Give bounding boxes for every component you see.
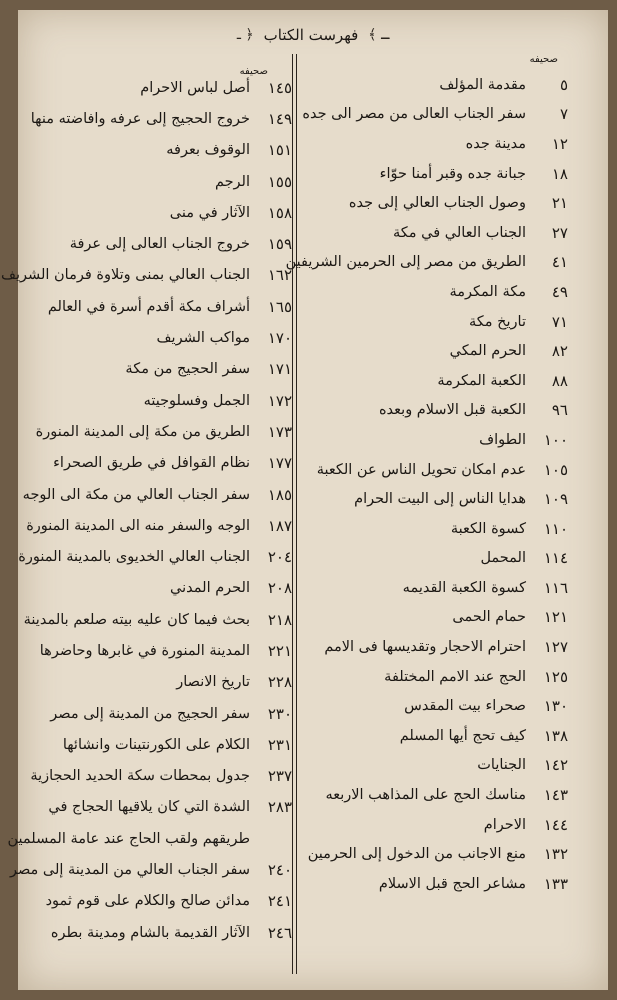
entry-title: صحراء بيت المقدس [404,698,526,715]
page-number: ١٧١ [267,360,292,379]
entry-title: سفر الجناب العالي من المدينة إلى مصر [9,862,250,879]
entry-title: تاريخ الانصار [176,674,250,691]
toc-entry [310,218,568,248]
page-number: ١٣٠ [543,697,568,716]
toc-entry [310,632,568,662]
toc-entry [47,291,292,322]
page-number: ١١٠ [543,519,568,538]
toc-entry [310,662,568,692]
toc-entry [310,514,568,544]
entry-title: مقدمة المؤلف [439,76,526,93]
page-number: ١٢٥ [543,667,568,686]
toc-entry [0,260,292,291]
toc-entry [310,188,568,218]
entry-title: طريقهم ولقب الحاج عند عامة المسلمين [7,830,250,847]
entry-title: كيف تحج أيها المسلم [399,727,526,744]
toc-entry [62,135,292,166]
page-number: ٢٣١ [267,735,292,754]
toc-entry [310,307,568,337]
toc-entry [30,103,292,134]
page-number: ١١٤ [543,549,568,568]
page-number: ١٨٧ [267,516,292,535]
entry-title: مدينة جده [465,135,526,152]
page-number: ١٠٠ [543,430,568,449]
page-number: ٢٢١ [267,641,292,660]
toc-entry [35,416,292,447]
entry-title: الآثار القديمة بالشام ومدينة بطره [50,924,250,941]
entry-title: كسوة الكعبة [450,520,526,537]
toc-entry [310,691,568,721]
toc-entry [62,385,292,416]
entry-title: الطريق من مكة إلى المدينة المنورة [35,423,250,440]
column-divider-line [292,54,293,974]
toc-entry [310,277,568,307]
entry-title: الاحرام [483,816,526,833]
page-number: ٢٨٣ [267,798,292,817]
page-number: ١٨ [551,164,568,183]
page-number: ٢٤٠ [267,861,292,880]
book-page [0,10,608,990]
entry-title: الحج عند الامم المختلفة [384,668,526,685]
toc-entry [310,573,568,603]
entry-title: تاريخ مكة [468,313,526,330]
toc-entry [310,721,568,751]
page-number: ١٤٥ [267,78,292,97]
left-ornament: ـ ﴾ [368,27,390,43]
toc-entry [310,455,568,485]
page-number: ٢١٨ [267,610,292,629]
page-number: ٨٢ [551,342,568,361]
page-title: فهرست الكتاب [263,26,359,44]
entry-title: وصول الجناب العالي إلى جده [348,195,526,212]
page-number: ١١٦ [543,578,568,597]
entry-title: الكعبة المكرمة [437,372,526,389]
page-number: ٢٤١ [267,892,292,911]
page-number: ٢٠٤ [267,548,292,567]
toc-entry [310,159,568,189]
toc-entry [62,72,292,103]
toc-entry [285,248,568,278]
page-number: ١٠٥ [543,460,568,479]
toc-entry [50,917,292,948]
entry-title: أصل لباس الاحرام [140,79,250,96]
toc-entry [310,336,568,366]
toc-entry [310,484,568,514]
entry-title: مناسك الحج على المذاهب الاربعه [325,787,526,804]
page-number: ١٦٥ [267,297,292,316]
page-number: ٢٢٨ [267,673,292,692]
entry-title: المدينة المنورة في غابرها وحاضرها [39,642,250,659]
page-header [18,22,608,48]
entry-title: كسوة الكعبة القديمه [402,579,526,596]
entry-title: نظام القوافل في طريق الصحراء [53,455,250,472]
entry-title: مدائن صالح والكلام على قوم ثمود [45,893,250,910]
entry-title: الكعبة قبل الاسلام وبعده [378,402,526,419]
page-number: ٧١ [551,312,568,331]
entry-title: حمام الحمى [452,609,526,626]
page-number: ١٥٨ [267,203,292,222]
toc-entry [310,780,568,810]
toc-entry [310,70,568,100]
toc-entry [22,479,292,510]
page-number: ١٣٣ [543,874,568,893]
toc-entry [18,541,292,572]
entry-title: الوقوف بعرفه [166,142,250,159]
page-number: ١٤٣ [543,786,568,805]
entry-title: الحرم المدني [170,580,250,597]
toc-entry [310,751,568,781]
entry-title: الآثار في منى [169,204,250,221]
entry-title: سفر الحجيج من المدينة إلى مصر [50,705,250,722]
entry-title: الشدة التي كان يلاقيها الحجاج في [48,799,250,816]
toc-entry [50,698,292,729]
page-number: ٢٤٦ [267,923,292,942]
entry-title: المحمل [480,550,526,567]
toc-entry [62,197,292,228]
page-number: ٨٨ [551,371,568,390]
page-number: ١٧٠ [267,329,292,348]
entry-title: الرجم [214,173,250,190]
toc-entry [310,396,568,426]
page-number: ١٣٢ [543,845,568,864]
page-number: ١٤٢ [543,756,568,775]
entry-title: منع الاجانب من الدخول إلى الحرمين [307,846,526,863]
toc-entry [310,366,568,396]
entry-title: سفر الجناب العالى من مصر الى جده [302,106,526,123]
toc-entry [310,603,568,633]
toc-entry [62,322,292,353]
page-number: ٢٠٨ [267,579,292,598]
entry-title: مواكب الشريف [156,330,250,347]
page-number: ٢٧ [551,223,568,242]
entry-title: الجناب العالي الخديوى بالمدينة المنورة [18,549,250,566]
page-number: ١٤٤ [543,815,568,834]
page-number: ١٥٥ [267,172,292,191]
page-number: ١٢٧ [543,638,568,657]
toc-entry [7,823,292,854]
page-number: ٢٣٠ [267,704,292,723]
entry-title: احترام الاحجار وتقديسها فى الامم [324,639,526,656]
toc-entry [310,810,568,840]
page-number: ٢٣٧ [267,767,292,786]
entry-title: سفر الجناب العالي من مكة الى الوجه [22,486,250,503]
page-number: ١٧٧ [267,454,292,473]
entry-title: الجمل وفسلوجيته [143,392,250,409]
right-column-label: صحيفه [529,54,558,65]
toc-entry [307,839,568,869]
page-number: ١٢١ [543,608,568,627]
page-number: ٥ [559,75,568,94]
left-column [0,72,292,948]
page-number: ١٨٥ [267,485,292,504]
toc-entry [310,425,568,455]
right-column [285,70,568,899]
entry-title: الجناب العالي بمنى وتلاوة فرمان الشريف [0,267,250,284]
toc-entry [30,761,292,792]
page-number: ١٤٩ [267,109,292,128]
entry-title: أشراف مكة أقدم أسرة في العالم [47,298,250,315]
entry-title: جدول بمحطات سكة الحديد الحجازية [30,768,250,785]
entry-title: سفر الحجيج من مكة [125,361,250,378]
page-number: ٢١ [551,194,568,213]
entry-title: الوجه والسفر منه الى المدينة المنورة [26,517,250,534]
page-number: ١٧٢ [267,391,292,410]
page-number: ١٥١ [267,141,292,160]
page-number: ٤٩ [551,282,568,301]
toc-entry [62,354,292,385]
entry-title: جبانة جده وقبر أمنا حوّاء [379,165,526,182]
entry-title: خروج الجناب العالى إلى عرفة [69,236,250,253]
entry-title: الطواف [479,431,526,448]
toc-entry [9,854,292,885]
entry-title: الجناب العالي في مكة [392,224,526,241]
entry-title: بحث فيما كان عليه بيته صلعم بالمدينة [23,611,250,628]
page-number: ١٣٨ [543,726,568,745]
entry-title: الكلام على الكورنتينات وانشائها [62,736,250,753]
toc-entry [45,886,292,917]
page-number: ٧ [559,105,568,124]
page-number: ١٢ [551,134,568,153]
toc-entry [39,635,292,666]
page-number: ١٧٣ [267,422,292,441]
page-number: ١٠٩ [543,490,568,509]
page-number: ١٦٢ [267,266,292,285]
toc-entry [310,544,568,574]
toc-entry [302,100,568,130]
column-divider-line [296,54,297,974]
entry-title: عدم امكان تحويل الناس عن الكعبة [316,461,526,478]
toc-entry [23,604,292,635]
toc-entry [310,869,568,899]
toc-entry [62,729,292,760]
left-column-label: صحيفه [239,66,268,77]
entry-title: الجنايات [477,757,526,774]
entry-title: مكة المكرمة [449,283,526,300]
toc-entry [62,228,292,259]
entry-title: هدايا الناس إلى البيت الحرام [354,491,526,508]
toc-entry [48,792,292,823]
toc-entry [53,448,292,479]
toc-entry [62,166,292,197]
toc-entry [62,667,292,698]
toc-entry [62,573,292,604]
right-ornament: ﴿ ـ [236,27,254,43]
page-number: ٤١ [551,253,568,272]
entry-title: مشاعر الحج قبل الاسلام [378,875,526,892]
entry-title: خروج الحجيج إلى عرفه وافاضته منها [30,110,250,127]
entry-title: الحرم المكي [449,343,526,360]
toc-entry [26,510,292,541]
page-number: ١٥٩ [267,235,292,254]
page-number: ٩٦ [551,401,568,420]
entry-title: الطريق من مصر إلى الحرمين الشريفين [285,254,526,271]
toc-entry [310,129,568,159]
